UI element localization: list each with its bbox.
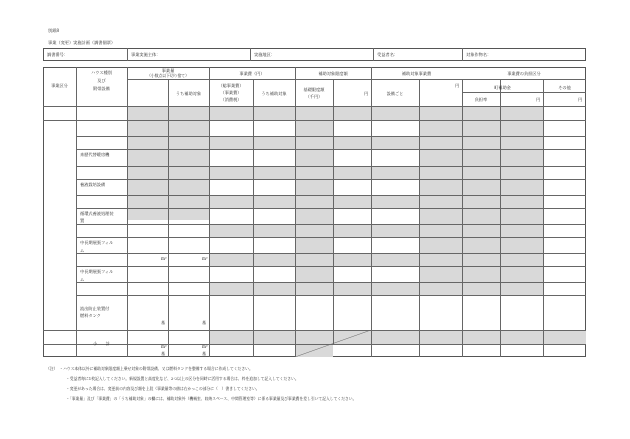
subtotal-kei-sub: 基	[202, 351, 207, 356]
diagonal-line	[295, 330, 371, 357]
header-total-3: （消費税）	[220, 97, 242, 102]
header-other: その他	[558, 85, 571, 90]
header-cost: 事業費（円）	[239, 71, 265, 76]
shade-r7	[209, 224, 419, 237]
unit-kei-sub: 基	[202, 320, 207, 325]
row-label-film-b-1: 中長期展張フィル	[80, 269, 114, 274]
header-limit-yen: 円	[364, 91, 369, 96]
unit-kei-qty: 基	[161, 320, 166, 325]
header-burden-rate: 負担率	[474, 97, 488, 102]
implementer-label: 事業実施主体：	[131, 52, 161, 57]
target-crop-label: 対象作物名：	[466, 52, 492, 57]
row-label-recycle-1: 循環式養液処理装	[80, 211, 114, 216]
header-total-2: （事業費）	[220, 90, 242, 95]
shade-r1	[209, 106, 253, 120]
header-total-1: （総事業費）	[218, 83, 244, 88]
header-target-yen: 円	[455, 83, 460, 88]
unit-m2-qty: m²	[161, 256, 167, 261]
note-2: ・受益者毎に1枚記入してください。新規設置と高度化など、2つ以上の区分を同時に活用する場合は、枠を追加して記入してください。	[66, 376, 299, 381]
header-town-yen: 円	[536, 97, 541, 102]
beneficiary-label: 受益者名：	[377, 52, 398, 57]
header-qty-subsidized: うち補助対象	[175, 91, 202, 96]
shade-col-sub	[168, 106, 209, 220]
unit-m2-sub: m²	[202, 256, 208, 261]
subtotal-kei-qty: 基	[161, 351, 166, 356]
shade-r10	[209, 330, 295, 344]
row-label-tank-2: 燃料タンク	[80, 313, 101, 318]
shade-r3	[333, 106, 419, 120]
note-1: （注） ・ハウス本体以外に補助対象限度額上乗せ対象の附帯設備、又は燃料タンクを整備する場合に作成してください。	[46, 366, 253, 371]
row-label-hydroponic: 養液栽培設備	[80, 182, 106, 187]
header-base-2: （千円）	[305, 94, 323, 99]
row-label-film-b-2: ム	[80, 277, 85, 282]
header-category: 事業区分	[51, 83, 68, 88]
header-cost-subsidized: うち補助対象	[261, 91, 287, 96]
note-3: ・変更があった場合は、変更前の内容及び額を上段（事業量等の値は右かっこの部分に（ ）書きしてください。	[66, 386, 260, 391]
info-row	[43, 48, 586, 61]
header-target: 補助対象事業費	[401, 71, 432, 76]
note-4: ・「事業量」及び「事業費」の「うち補助対象」の欄には、補助対象外（機械室、収納スペース、中間管理室等）に係る事業量及び事業費を差し引いて記入してください。	[66, 396, 357, 401]
header-qty-1: 事業量	[161, 68, 175, 73]
row-label-film-a-2: ム	[80, 248, 85, 253]
form-title: 事業（変更）実施計画（調書個票）	[48, 40, 116, 45]
header-house-3: 附帯設備	[93, 86, 110, 91]
header-house-1: ハウス種別	[91, 70, 112, 75]
shade-r6	[209, 195, 419, 208]
header-per-facility: 設備ごと	[386, 91, 404, 96]
shade-r9	[209, 282, 419, 295]
shade-subtotal-b	[419, 330, 500, 344]
header-base-1: 基礎限度額	[303, 87, 325, 92]
row-label-tank-1: 流出防止装置付	[80, 306, 110, 311]
shade-r4	[209, 136, 419, 149]
shade-r8	[209, 253, 419, 266]
shade-r5	[209, 166, 419, 179]
form-id: 別紙8	[48, 28, 60, 33]
header-limit: 補助対象限度額	[318, 71, 348, 76]
subtotal-m2-sub: m²	[202, 344, 208, 349]
header-qty-2: （小数点以下切り捨て）	[147, 73, 189, 78]
header-town-subsidy: 町補助金	[494, 85, 511, 90]
header-house-2: 及び	[97, 78, 106, 83]
survey-no-label: 調書番号：	[47, 52, 68, 57]
header-other-yen: 円	[578, 97, 583, 102]
row-label-film-a-1: 中長期展張フィル	[80, 240, 114, 245]
area-label: 実施地区：	[254, 52, 275, 57]
subtotal-label: 小 計	[93, 341, 110, 346]
shade-col-qty	[127, 106, 168, 220]
shade-r2	[253, 106, 295, 120]
header-burden: 事業費の負担区分	[507, 71, 541, 76]
subtotal-m2-qty: m²	[161, 344, 167, 349]
row-label-heater: 来歴代替暖房機	[80, 152, 110, 157]
row-label-recycle-2: 置	[80, 218, 85, 223]
